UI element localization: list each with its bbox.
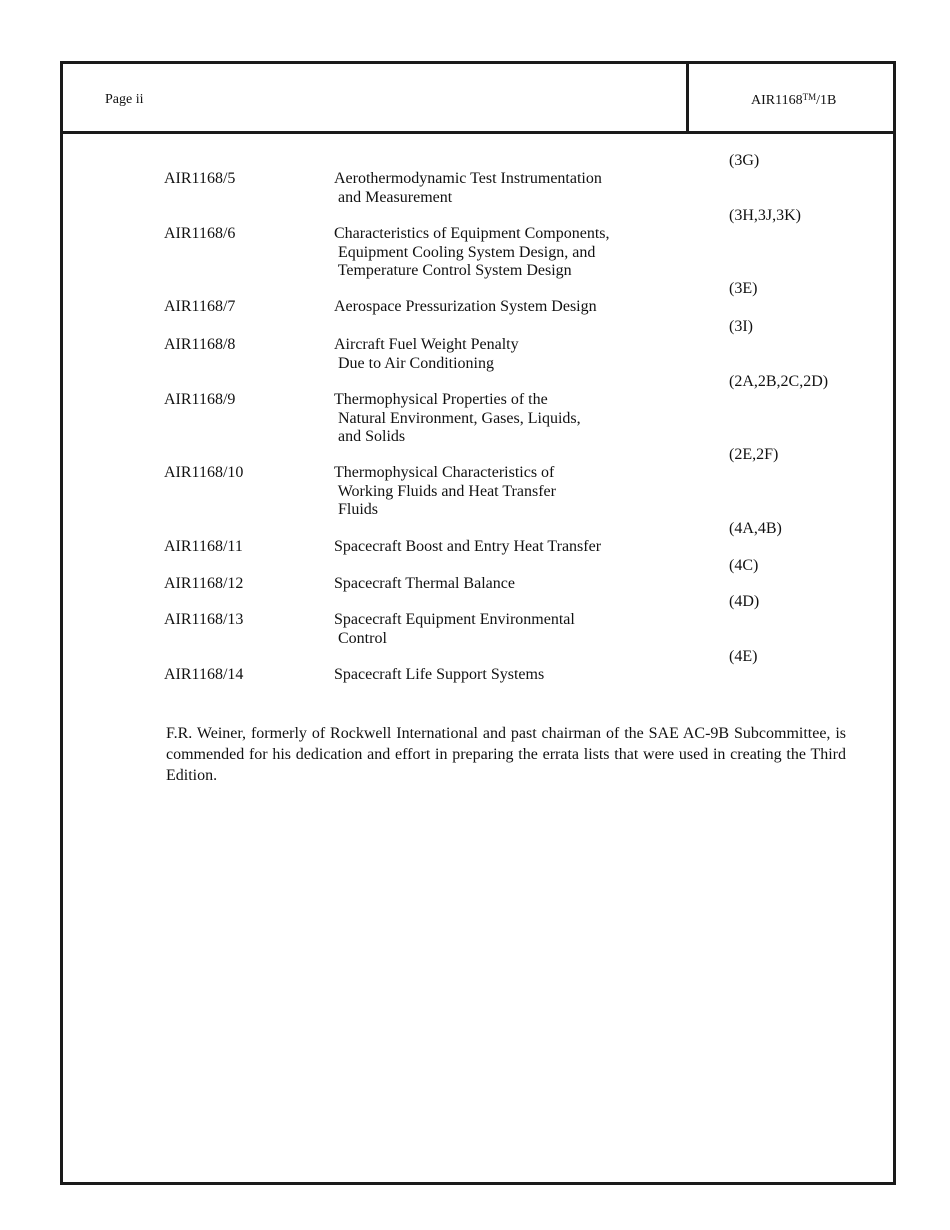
- document-title: Aerothermodynamic Test Instrumentation and Measurement: [334, 170, 602, 206]
- document-code: AIR1168/8: [164, 336, 236, 353]
- page-number: Page ii: [105, 92, 144, 107]
- section-refs: (4C): [729, 556, 759, 574]
- header-divider: [686, 64, 689, 131]
- document-title: Spacecraft Boost and Entry Heat Transfer: [334, 538, 602, 555]
- section-refs: (3I): [729, 317, 753, 335]
- section-refs: (4A,4B): [729, 519, 782, 537]
- document-title: Thermophysical Characteristics of Working Fluids and Heat Transfer Fluids: [334, 464, 556, 518]
- document-code: AIR1168/11: [164, 538, 243, 555]
- document-code: AIR1168/10: [164, 464, 244, 481]
- section-refs: (3H,3J,3K): [729, 206, 801, 224]
- document-code: AIR1168/14: [164, 666, 244, 683]
- document-title: Aircraft Fuel Weight Penalty Due to Air Conditioning: [334, 336, 519, 372]
- section-refs: (2E,2F): [729, 445, 779, 463]
- page-header: [63, 64, 893, 134]
- section-refs: (3E): [729, 279, 758, 297]
- document-id-suffix: /1B: [816, 93, 837, 108]
- document-title: Spacecraft Thermal Balance: [334, 575, 515, 592]
- document-code: AIR1168/5: [164, 170, 236, 187]
- document-id-prefix: AIR1168: [751, 93, 803, 108]
- document-code: AIR1168/12: [164, 575, 244, 592]
- document-title: Aerospace Pressurization System Design: [334, 298, 597, 315]
- document-id: [751, 92, 836, 109]
- section-refs: (4E): [729, 647, 758, 665]
- document-title: Spacecraft Life Support Systems: [334, 666, 545, 683]
- section-refs: (4D): [729, 592, 760, 610]
- section-refs: (2A,2B,2C,2D): [729, 372, 829, 390]
- acknowledgement-note: F.R. Weiner, formerly of Rockwell International and past chairman of the SAE AC-9B Subcommittee, is commended for his dedication and effort in preparing the errata lists that were used in creating the Third Edition.: [166, 725, 846, 784]
- document-code: AIR1168/13: [164, 611, 244, 628]
- document-title: Characteristics of Equipment Components, Equipment Cooling System Design, and Temperature Control System Design: [334, 225, 610, 279]
- section-refs: (3G): [729, 151, 760, 169]
- document-code: AIR1168/6: [164, 225, 236, 242]
- page-frame: [60, 61, 896, 1185]
- document-title: Thermophysical Properties of the Natural Environment, Gases, Liquids, and Solids: [334, 391, 581, 445]
- document-code: AIR1168/9: [164, 391, 236, 408]
- trademark-mark: TM: [802, 92, 817, 102]
- document-code: AIR1168/7: [164, 298, 236, 315]
- document-title: Spacecraft Equipment Environmental Control: [334, 611, 575, 647]
